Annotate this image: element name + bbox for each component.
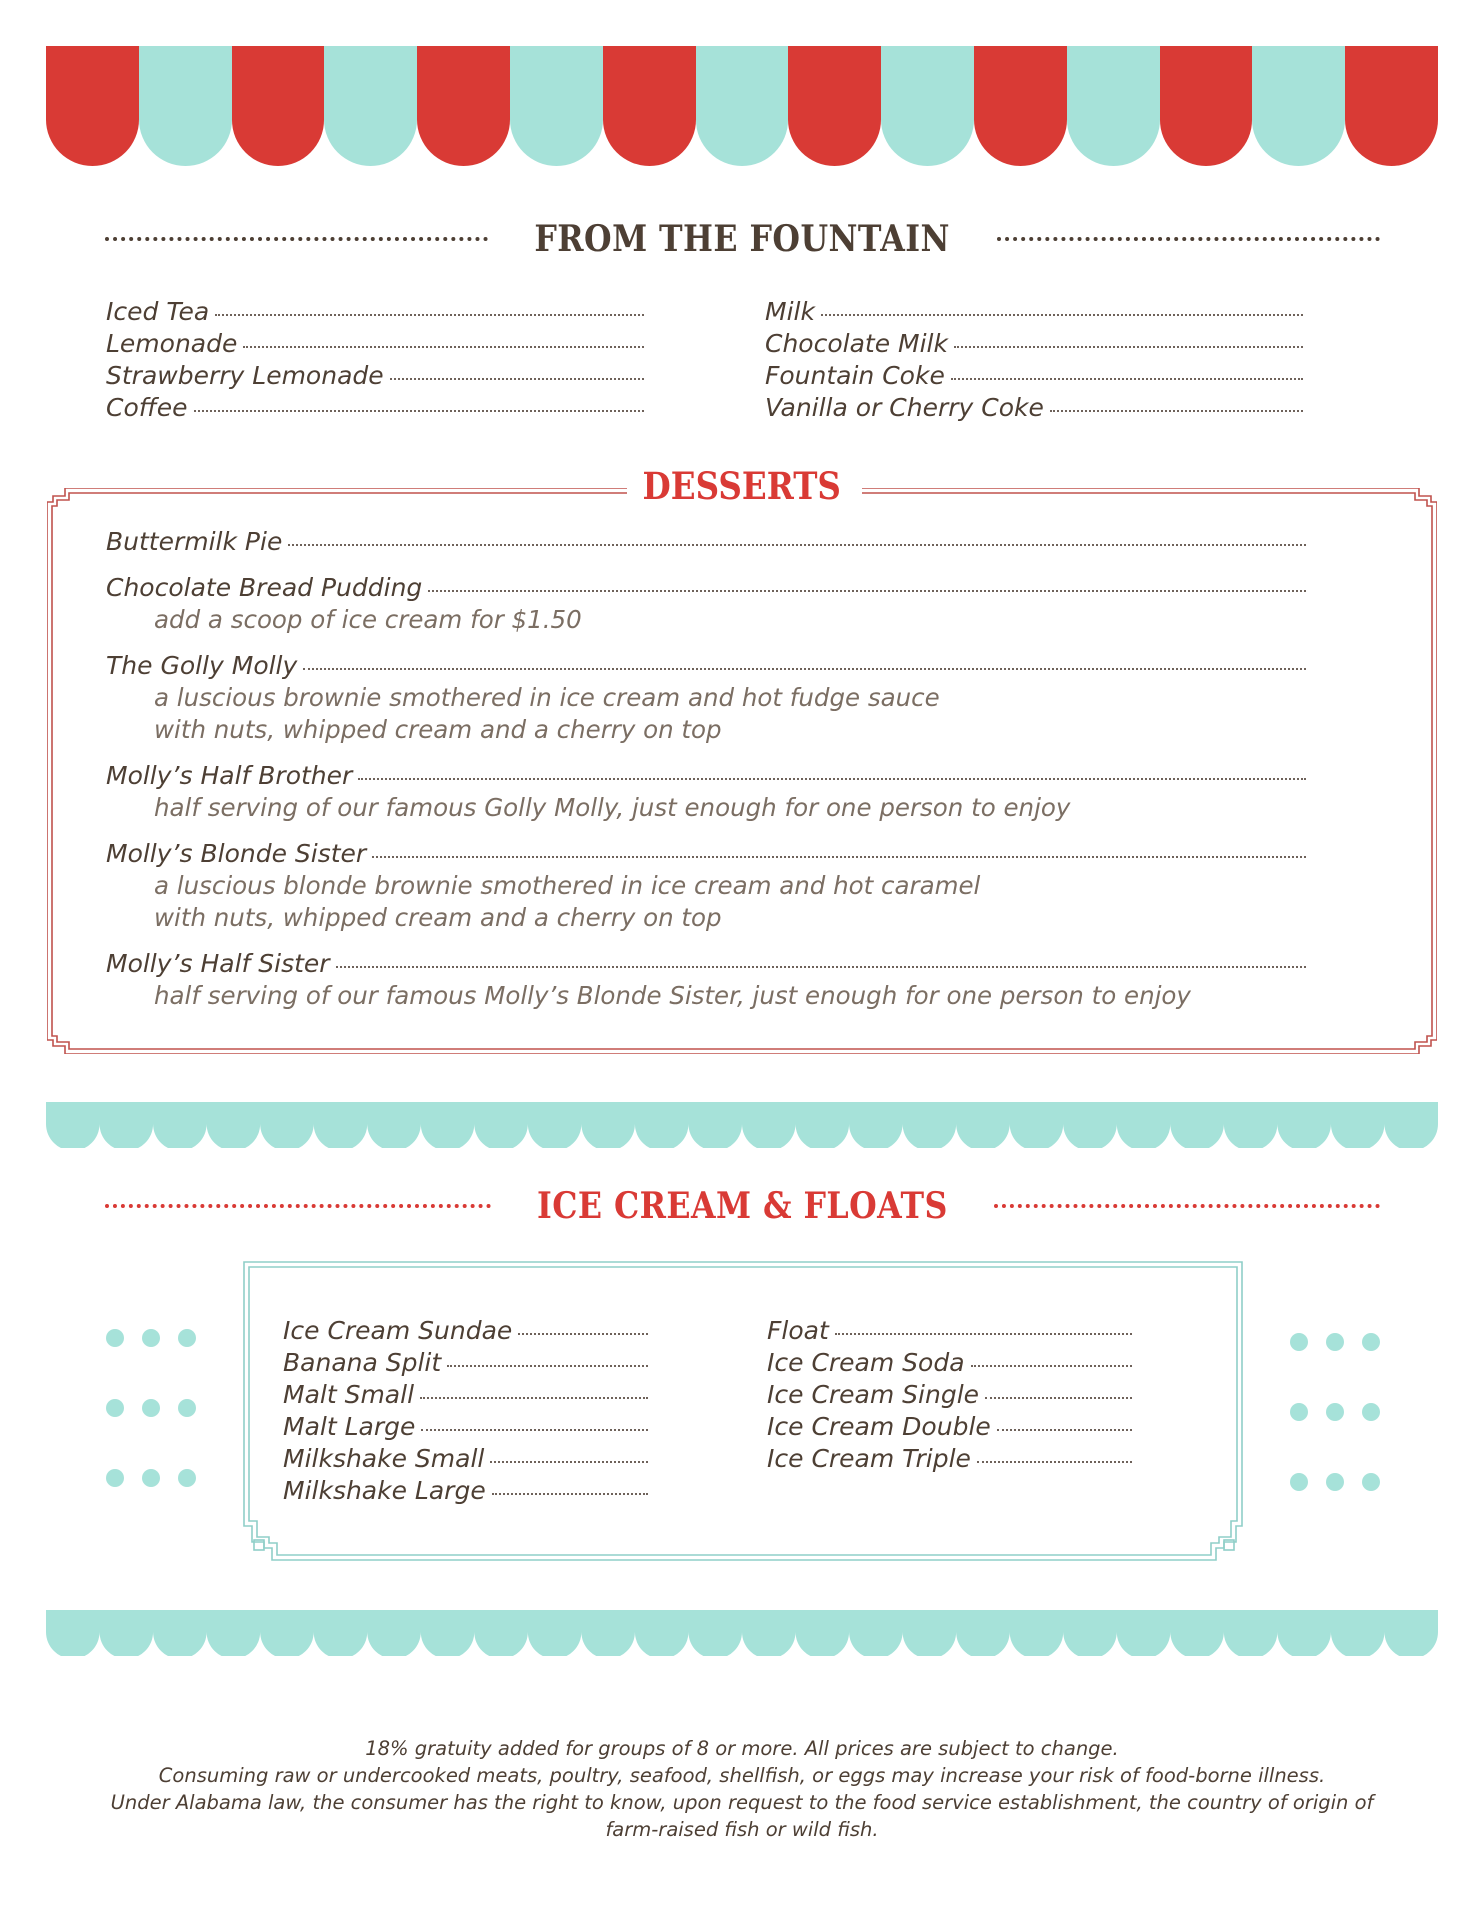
menu-item-name: Malt Large (283, 1412, 416, 1441)
dessert-name-row (106, 526, 1306, 558)
awning-stripe (417, 46, 510, 166)
dot-leader (447, 1365, 648, 1367)
icecream-left-list (283, 1315, 648, 1507)
awning-stripe (510, 46, 603, 166)
footer-notes (100, 1735, 1384, 1843)
menu-item-name: Ice Cream Triple (767, 1444, 971, 1473)
dessert-description: with nuts, whipped cream and a cherry on top (154, 903, 722, 932)
menu-item (765, 296, 1303, 328)
icecream-header (105, 1185, 1380, 1227)
footer-origin-notice: Under Alabama law, the consumer has the right to know, upon request to the food service establishment, the country of origin of farm-raised fish or wild fish. (110, 1791, 1374, 1841)
menu-item (767, 1379, 1132, 1411)
dessert-item (106, 760, 1306, 824)
scallop-shape (46, 1610, 1438, 1656)
dessert-name: Molly’s Half Sister (106, 949, 330, 978)
desserts-list (106, 526, 1306, 1026)
header-dot-rule (997, 237, 1380, 241)
footer-food-warning: Consuming raw or undercooked meats, poultry, seafood, shellfish, or eggs may increase your risk of food-borne illness. (158, 1764, 1326, 1787)
dot-leader (835, 1333, 1132, 1335)
menu-item-name: Lemonade (106, 329, 238, 358)
dessert-description: add a scoop of ice cream for $1.50 (154, 605, 582, 634)
menu-item-name: Float (767, 1316, 829, 1345)
menu-item (767, 1411, 1132, 1443)
awning-stripe (1160, 46, 1253, 166)
dot-leader (215, 314, 644, 316)
dessert-name-row (106, 650, 1306, 682)
menu-item (765, 328, 1303, 360)
decorative-dot (178, 1399, 196, 1417)
decorative-dot (178, 1329, 196, 1347)
menu-item (106, 360, 644, 392)
awning-stripe (46, 46, 139, 166)
fountain-right-list (765, 296, 1303, 424)
menu-item-name: Vanilla or Cherry Coke (765, 393, 1044, 422)
awning-stripe (881, 46, 974, 166)
fountain-header (105, 218, 1380, 260)
dessert-name-row (106, 760, 1306, 792)
dot-leader (821, 314, 1303, 316)
dot-leader (951, 378, 1303, 380)
dot-leader (288, 544, 1306, 546)
dessert-name-row (106, 838, 1306, 870)
dessert-description: half serving of our famous Molly’s Blonde Sister, just enough for one person to enjoy (154, 981, 1191, 1010)
menu-item-name: Ice Cream Sundae (283, 1316, 513, 1345)
dessert-description: a luscious brownie smothered in ice cream and hot fudge sauce (154, 683, 940, 712)
menu-item-name: Malt Small (283, 1380, 415, 1409)
menu-item-name: Milk (765, 297, 815, 326)
header-dot-rule (105, 237, 488, 241)
dot-leader (977, 1461, 1132, 1463)
dessert-description: half serving of our famous Golly Molly, just enough for one person to enjoy (154, 793, 1071, 822)
menu-item-name: Strawberry Lemonade (106, 361, 384, 390)
dessert-name-row (106, 572, 1306, 604)
awning-stripe (974, 46, 1067, 166)
menu-item (765, 360, 1303, 392)
dessert-item (106, 948, 1306, 1012)
menu-item (283, 1315, 648, 1347)
awning-stripe (324, 46, 417, 166)
dot-leader (336, 966, 1306, 968)
dot-leader (428, 590, 1306, 592)
dot-leader (421, 1429, 648, 1431)
fountain-title: FROM THE FOUNTAIN (534, 218, 951, 260)
dot-leader (1050, 410, 1303, 412)
icecream-right-list (767, 1315, 1132, 1475)
menu-item-name: Milkshake Small (283, 1444, 485, 1473)
desserts-header (0, 464, 1484, 508)
decorative-dot (1326, 1403, 1344, 1421)
dessert-name: Molly’s Half Brother (106, 761, 353, 790)
footer-gratuity-note: 18% gratuity added for groups of 8 or more. All prices are subject to change. (365, 1737, 1119, 1760)
menu-item (106, 392, 644, 424)
decorative-dot (142, 1329, 160, 1347)
awning-stripe (788, 46, 881, 166)
decorative-dot (1362, 1473, 1380, 1491)
dessert-item (106, 526, 1306, 558)
dot-leader (518, 1333, 648, 1335)
decorative-dots-right (1290, 1333, 1380, 1491)
dot-leader (492, 1493, 648, 1495)
menu-item (283, 1379, 648, 1411)
menu-item-name: Banana Split (283, 1348, 442, 1377)
decorative-dot (178, 1469, 196, 1487)
decorative-dot (1326, 1473, 1344, 1491)
desserts-title: DESSERTS (630, 464, 853, 508)
awning-stripe (232, 46, 325, 166)
header-dot-rule (994, 1204, 1380, 1208)
menu-item (767, 1315, 1132, 1347)
dot-leader (194, 410, 644, 412)
decorative-dot (142, 1399, 160, 1417)
awning-stripe (1345, 46, 1438, 166)
dessert-name: Buttermilk Pie (106, 527, 283, 556)
dessert-description: a luscious blonde brownie smothered in ice cream and hot caramel (154, 871, 981, 900)
menu-item (106, 296, 644, 328)
dessert-name: The Golly Molly (106, 651, 298, 680)
dot-leader (971, 1365, 1132, 1367)
dot-leader (490, 1461, 648, 1463)
decorative-dot (106, 1399, 124, 1417)
scallop-shape (46, 1102, 1438, 1148)
dessert-item (106, 650, 1306, 746)
decorative-dot (1290, 1403, 1308, 1421)
menu-item-name: Ice Cream Single (767, 1380, 980, 1409)
menu-item-name: Ice Cream Soda (767, 1348, 965, 1377)
awning-stripe (1067, 46, 1160, 166)
decorative-dot (1290, 1333, 1308, 1351)
decorative-dot (1362, 1403, 1380, 1421)
decorative-dot (1326, 1333, 1344, 1351)
menu-item-name: Milkshake Large (283, 1476, 486, 1505)
awning-stripe (1252, 46, 1345, 166)
scallop-band-bottom (46, 1610, 1438, 1656)
decorative-dot (106, 1329, 124, 1347)
dessert-item (106, 572, 1306, 636)
dessert-description: with nuts, whipped cream and a cherry on top (154, 715, 722, 744)
menu-item (283, 1411, 648, 1443)
dessert-name: Chocolate Bread Pudding (106, 573, 423, 602)
menu-item-name: Iced Tea (106, 297, 210, 326)
dot-leader (390, 378, 644, 380)
menu-item (283, 1443, 648, 1475)
decorative-dot (1362, 1333, 1380, 1351)
fountain-left-list (106, 296, 644, 424)
decorative-dot (142, 1469, 160, 1487)
awning-banner (46, 46, 1438, 166)
menu-item (283, 1475, 648, 1507)
menu-item (283, 1347, 648, 1379)
decorative-dot (106, 1469, 124, 1487)
awning-stripe (603, 46, 696, 166)
awning-stripe (696, 46, 789, 166)
dot-leader (420, 1397, 648, 1399)
decorative-dots-left (106, 1329, 196, 1487)
scallop-band-top (46, 1102, 1438, 1148)
dot-leader (985, 1397, 1132, 1399)
menu-item (767, 1347, 1132, 1379)
dessert-item (106, 838, 1306, 934)
icecream-title: ICE CREAM & FLOATS (537, 1185, 948, 1227)
menu-item (765, 392, 1303, 424)
dessert-name: Molly’s Blonde Sister (106, 839, 367, 868)
menu-item-name: Fountain Coke (765, 361, 945, 390)
header-dot-rule (105, 1204, 491, 1208)
dot-leader (954, 346, 1303, 348)
dot-leader (372, 856, 1306, 858)
awning-stripe (139, 46, 232, 166)
decorative-dot (1290, 1473, 1308, 1491)
dot-leader (243, 346, 644, 348)
menu-item-name: Coffee (106, 393, 188, 422)
dessert-name-row (106, 948, 1306, 980)
menu-item-name: Chocolate Milk (765, 329, 948, 358)
dot-leader (303, 668, 1306, 670)
dot-leader (358, 778, 1306, 780)
menu-item (767, 1443, 1132, 1475)
dot-leader (997, 1429, 1132, 1431)
menu-item-name: Ice Cream Double (767, 1412, 991, 1441)
menu-item (106, 328, 644, 360)
